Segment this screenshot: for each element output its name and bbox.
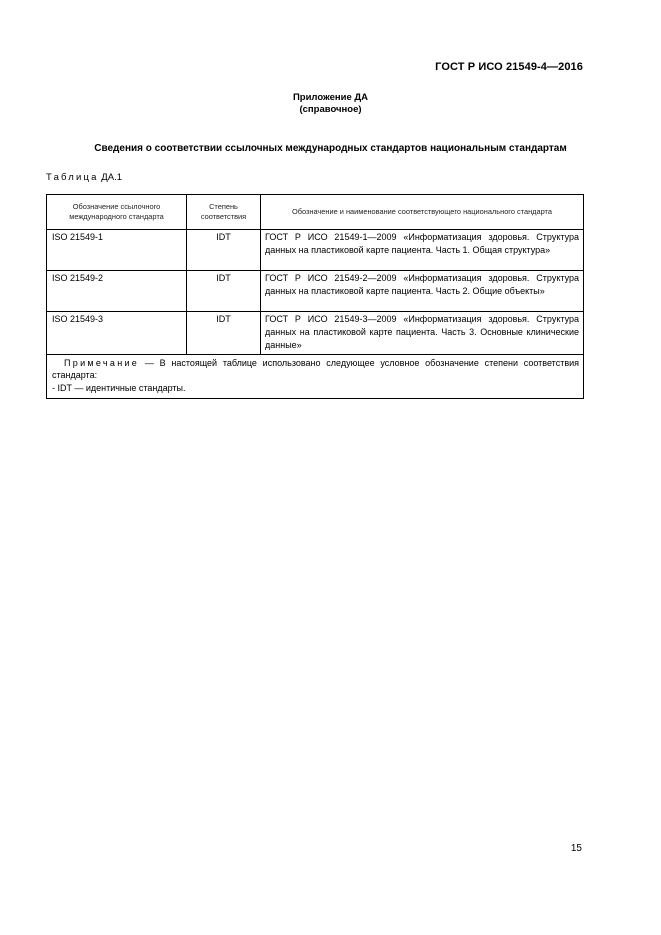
header-national-standard: Обозначение и наименование соответствующего национального стандарта (261, 195, 584, 230)
correspondence-table (46, 194, 584, 399)
table-row (47, 312, 584, 355)
table-row (47, 271, 584, 312)
cell-ref-standard: ISO 21549-3 (47, 312, 187, 355)
table-row (47, 230, 584, 271)
table-note-row (47, 354, 584, 399)
page-number: 15 (570, 843, 582, 854)
cell-degree: IDT (187, 312, 261, 355)
cell-national-standard: ГОСТ Р ИСО 21549-1—2009 «Информатизация здоровья. Структура данных на пластиковой карте пациента. Часть 1. Общая структура» (261, 230, 584, 271)
document-code: ГОСТ Р ИСО 21549-4—2016 (435, 61, 583, 73)
cell-degree: IDT (187, 230, 261, 271)
note-label: Примечание (64, 357, 140, 368)
header-ref-standard: Обозначение ссылочного международного стандарта (47, 195, 187, 230)
header-degree: Степень соответствия (187, 195, 261, 230)
annex-subtitle: (справочное) (299, 104, 362, 115)
table-header-row (47, 195, 584, 230)
cell-national-standard: ГОСТ Р ИСО 21549-2—2009 «Информатизация здоровья. Структура данных на пластиковой карте пациента. Часть 2. Общие объекты» (261, 271, 584, 312)
annex-title: Приложение ДА (292, 92, 369, 103)
cell-ref-standard: ISO 21549-2 (47, 271, 187, 312)
table-caption-word: Таблица (46, 172, 99, 183)
cell-ref-standard: ISO 21549-1 (47, 230, 187, 271)
cell-degree: IDT (187, 271, 261, 312)
section-title: Сведения о соответствии ссылочных международных стандартов национальным стандартам (94, 143, 567, 154)
table-caption (46, 172, 122, 183)
annex-heading (0, 92, 661, 116)
cell-national-standard: ГОСТ Р ИСО 21549-3—2009 «Информатизация здоровья. Структура данных на пластиковой карте пациента. Часть 3. Основные клинические данные» (261, 312, 584, 355)
table-caption-number: ДА.1 (98, 172, 122, 183)
note-item: - IDT — идентичные стандарты. (52, 382, 186, 393)
note-text: — В настоящей таблице использовано следующее условное обозначение степени соответствия стандарта: (52, 357, 579, 381)
table-note (47, 354, 584, 399)
